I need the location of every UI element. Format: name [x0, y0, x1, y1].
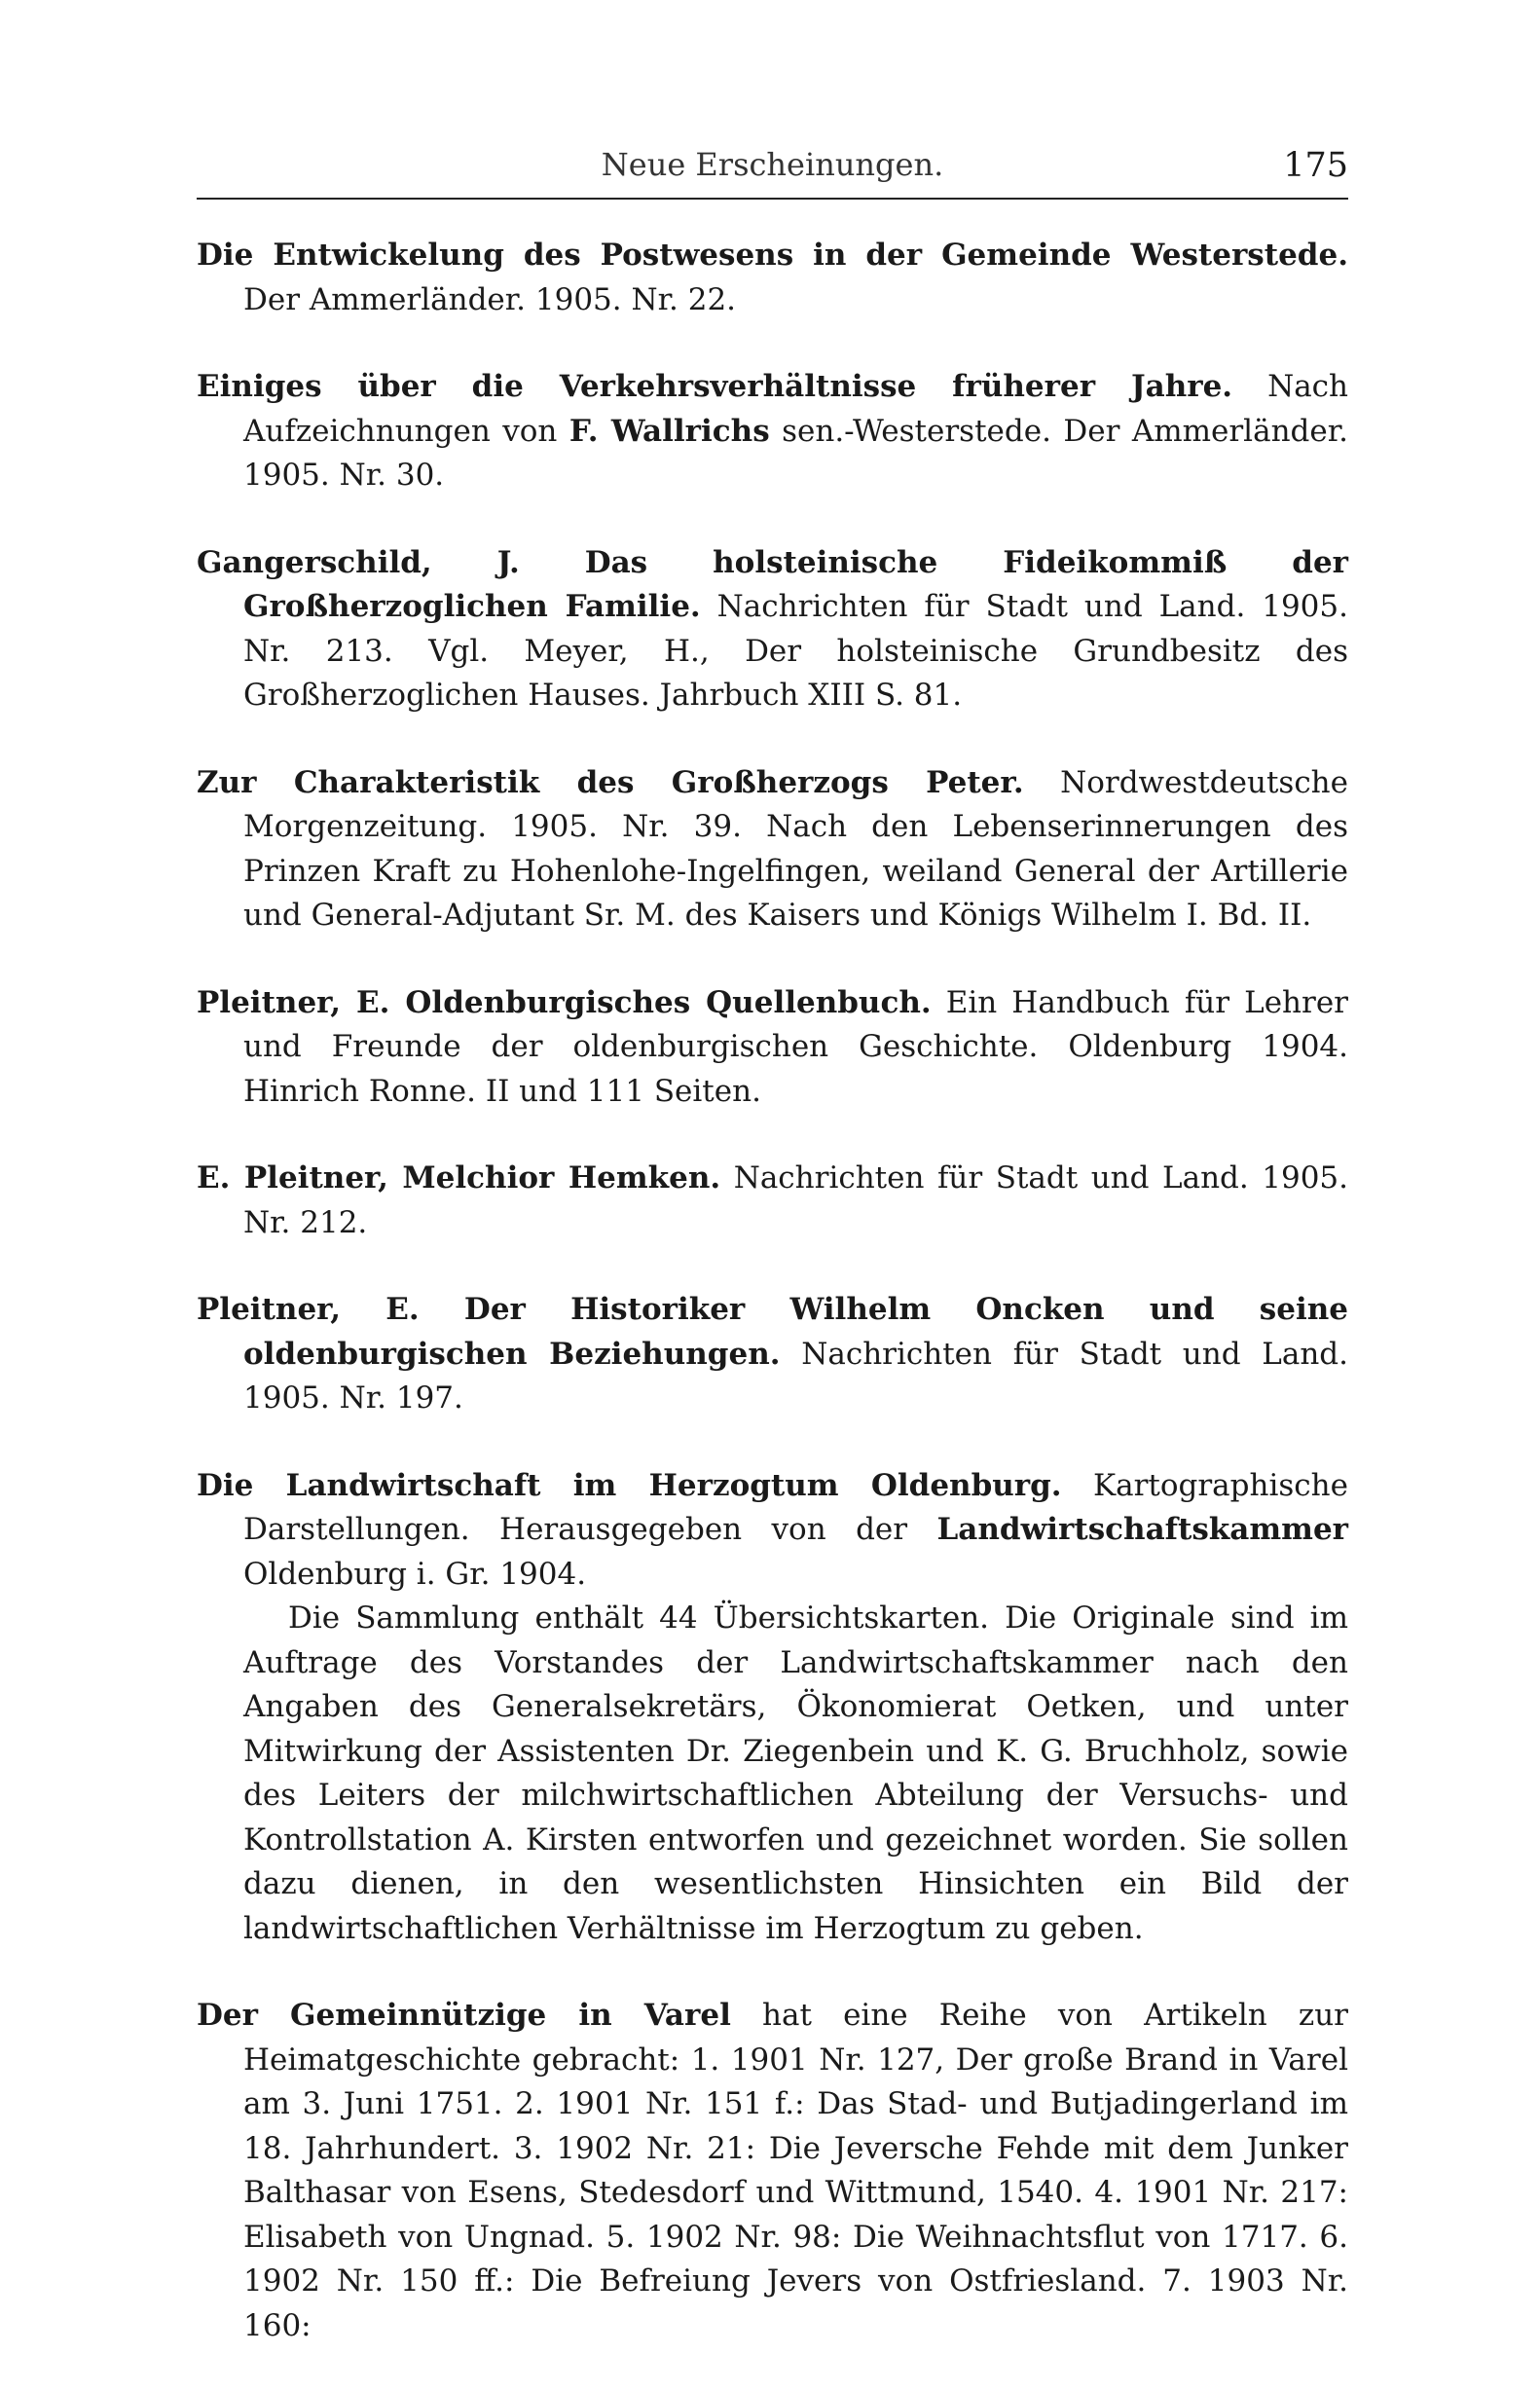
bibliography-entry [197, 541, 1348, 718]
bibliography-entry [197, 234, 1348, 322]
running-title: Neue Erscheinungen. [601, 146, 944, 183]
entry-reference: Nachrichten für Stadt und Land. 1905. Nr. 212. [243, 1160, 1348, 1240]
page-header [197, 146, 1348, 195]
bibliography-entry [197, 1994, 1348, 2348]
entry-title: Zur Charakteristik des Großherzogs Peter. [197, 764, 1024, 800]
entry-title: Pleitner, E. Oldenburgisches Quellenbuch. [197, 984, 932, 1020]
entry-title: Der Gemeinnützige in Varel [197, 1998, 731, 2033]
bibliography-entry [197, 761, 1348, 938]
bibliography-entry [197, 1464, 1348, 1598]
header-rule [197, 198, 1348, 200]
entry-reference: Ein Handbuch für Lehrer und Freunde der oldenburgischen Geschichte. Oldenburg 1904. Hinrich Ronne. II und 111 Seiten. [243, 984, 1349, 1109]
entry-reference: sen.-Westerstede. Der Ammerländer. 1905. Nr. 30. [243, 413, 1349, 493]
entry-title: Gangerschild, J. Das holsteinische Fideikommiß der Großherzoglichen Familie. [197, 544, 1348, 624]
entry-reference-name: Landwirtschaftskammer [936, 1512, 1348, 1547]
bibliography-list [197, 234, 1348, 2391]
entry-title: Die Entwickelung des Postwesens in der Gemeinde Westerstede. [197, 238, 1348, 273]
entry-title: E. Pleitner, Melchior Hemken. [197, 1160, 721, 1196]
entry-reference: Nachrichten für Stadt und Land. 1905. Nr. 197. [243, 1336, 1349, 1416]
entry-reference: Kartographische Darstellungen. Herausgegeben von der [243, 1467, 1348, 1547]
bibliography-entry [197, 981, 1348, 1115]
page-number: 175 [1283, 146, 1348, 185]
entry-title: Die Landwirtschaft im Herzogtum Oldenburg. [197, 1467, 1062, 1503]
entry-reference: Nach Aufzeichnungen von [243, 369, 1349, 449]
entry-reference: Der Ammerländer. 1905. Nr. 22. [243, 281, 737, 317]
bibliography-entry [197, 365, 1348, 498]
entry-reference-name: F. Wallrichs [568, 413, 770, 449]
entry-title: Pleitner, E. Der Historiker Wilhelm Oncken und seine oldenburgischen Beziehungen. [197, 1292, 1348, 1372]
entry-note: Die Sammlung enthält 44 Übersichtskarten. Die Originale sind im Auftrage des Vorstandes der Landwirtschaftskammer nach den Angaben des Generalsekretärs, Ökonomierat Oetken, und unter Mitwirkung der Assistenten Dr. Ziegenbein und K. G. Bruchholz, sowie des Leiters der milchwirtschaftlichen Abteilung der Versuchs- und Kontrollstation A. Kirsten entworfen und gezeichnet worden. Sie sollen dazu dienen, in den wesentlichsten Hinsichten ein Bild der landwirtschaftlichen Verhältnisse im Herzogtum zu geben. [243, 1600, 1348, 1946]
bibliography-entry [197, 1288, 1348, 1421]
entry-reference: hat eine Reihe von Artikeln zur Heimatgeschichte gebracht: 1. 1901 Nr. 127, Der große Brand in Varel am 3. Juni 1751. 2. 1901 Nr. 151 f.: Das Stad- und Butjadingerland im 18. Jahrhundert. 3. 1902 Nr. 21: Die Jeversche Fehde mit dem Junker Balthasar von Esens, Stedesdorf und Wittmund, 1540. 4. 1901 Nr. 217: Elisabeth von Ungnad. 5. 1902 Nr. 98: Die Weihnachtsflut von 1717. 6. 1902 Nr. 150 ff.: Die Befreiung Jevers von Ostfriesland. 7. 1903 Nr. 160: [243, 1998, 1348, 2343]
entry-title: Einiges über die Verkehrsverhältnisse früherer Jahre. [197, 369, 1233, 404]
bibliography-entry [197, 1157, 1348, 1245]
entry-reference: Nordwestdeutsche Morgenzeitung. 1905. Nr. 39. Nach den Lebenserinnerungen des Prinzen Kraft zu Hohenlohe-Ingelfingen, weiland General der Artillerie und General-Adjutant Sr. M. des Kaisers und Königs Wilhelm I. Bd. II. [243, 764, 1348, 933]
entry-reference: Nachrichten für Stadt und Land. 1905. Nr. 213. Vgl. Meyer, H., Der holsteinische Grundbesitz des Großherzoglichen Hauses. Jahrbuch XIII S. 81. [243, 589, 1348, 713]
entry-reference: Oldenburg i. Gr. 1904. [243, 1556, 587, 1592]
